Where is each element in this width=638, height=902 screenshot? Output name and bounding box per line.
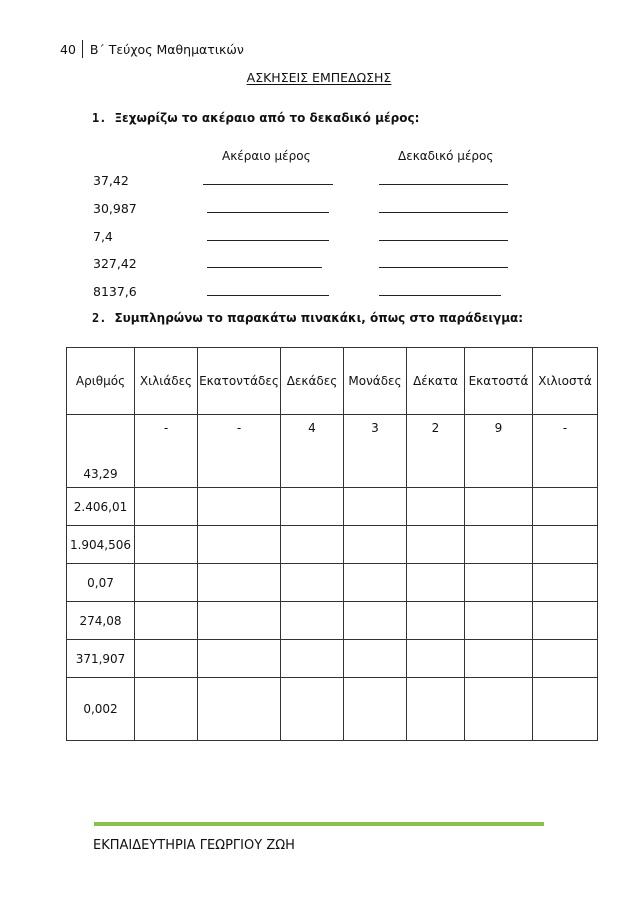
answer-cell[interactable] (198, 488, 281, 526)
answer-cell[interactable] (465, 678, 533, 741)
answer-cell[interactable] (407, 640, 465, 678)
answer-cell[interactable] (533, 526, 598, 564)
answer-cell[interactable] (344, 526, 407, 564)
page-header (60, 40, 244, 58)
example-digit: - (533, 415, 598, 488)
decimal-answer-line[interactable] (379, 267, 508, 268)
answer-cell[interactable] (344, 488, 407, 526)
header-tens: Δεκάδες (281, 348, 344, 415)
page-title: ΑΣΚΗΣΕΙΣ ΕΜΠΕΔΩΣΗΣ (246, 70, 392, 85)
header-thousandths: Χιλιοστά (533, 348, 598, 415)
integer-answer-line[interactable] (207, 212, 329, 213)
answer-cell[interactable] (281, 678, 344, 741)
header-tenths: Δέκατα (407, 348, 465, 415)
header-divider (82, 40, 83, 58)
answer-cell[interactable] (407, 564, 465, 602)
answer-cell[interactable] (135, 602, 198, 640)
exercise1-number: 1. (92, 111, 107, 125)
answer-cell[interactable] (198, 526, 281, 564)
header-thousands: Χιλιάδες (135, 348, 198, 415)
table-row (67, 526, 598, 564)
footer-author: ΕΚΠΑΙΔΕΥΤΗΡΙΑ ΓΕΩΡΓΙΟΥ ΖΩΗ (93, 838, 295, 853)
exercise1-text: Ξεχωρίζω το ακέραιο από το δεκαδικό μέρος: (114, 111, 420, 125)
answer-cell[interactable] (281, 526, 344, 564)
answer-cell[interactable] (135, 488, 198, 526)
answer-cell[interactable] (198, 640, 281, 678)
col-integer-header: Ακέραιο μέρος (222, 149, 311, 163)
exercise1-number-2: 30,987 (93, 201, 137, 216)
answer-cell[interactable] (533, 564, 598, 602)
integer-answer-line[interactable] (207, 267, 322, 268)
exercise2-number: 2. (92, 311, 107, 325)
answer-cell[interactable] (281, 564, 344, 602)
example-row (67, 415, 598, 488)
answer-cell[interactable] (533, 602, 598, 640)
answer-cell[interactable] (533, 640, 598, 678)
exercise1-prompt (92, 111, 419, 125)
integer-answer-line[interactable] (207, 295, 329, 296)
answer-cell[interactable] (407, 602, 465, 640)
answer-cell[interactable] (465, 526, 533, 564)
answer-cell[interactable] (281, 602, 344, 640)
table-header-row (67, 348, 598, 415)
row-number: 0,002 (67, 678, 135, 741)
answer-cell[interactable] (198, 602, 281, 640)
table-row (67, 640, 598, 678)
example-number: 43,29 (67, 415, 135, 488)
answer-cell[interactable] (344, 640, 407, 678)
row-number: 274,08 (67, 602, 135, 640)
example-digit: 9 (465, 415, 533, 488)
table-row (67, 564, 598, 602)
answer-cell[interactable] (344, 602, 407, 640)
example-digit: 3 (344, 415, 407, 488)
integer-answer-line[interactable] (207, 240, 329, 241)
table-row (67, 488, 598, 526)
example-digit: 4 (281, 415, 344, 488)
row-number: 0,07 (67, 564, 135, 602)
decimal-answer-line[interactable] (379, 295, 501, 296)
answer-cell[interactable] (281, 488, 344, 526)
col-decimal-header: Δεκαδικό μέρος (398, 149, 494, 163)
page-number: 40 (60, 41, 76, 57)
row-number: 2.406,01 (67, 488, 135, 526)
answer-cell[interactable] (344, 678, 407, 741)
answer-cell[interactable] (135, 640, 198, 678)
answer-cell[interactable] (407, 678, 465, 741)
answer-cell[interactable] (198, 678, 281, 741)
table-row (67, 602, 598, 640)
answer-cell[interactable] (465, 564, 533, 602)
header-units: Μονάδες (344, 348, 407, 415)
answer-cell[interactable] (465, 602, 533, 640)
header-hundreds: Εκατοντάδες (198, 348, 281, 415)
answer-cell[interactable] (465, 488, 533, 526)
answer-cell[interactable] (533, 678, 598, 741)
exercise1-number-3: 7,4 (93, 229, 113, 244)
place-value-table (66, 347, 598, 741)
answer-cell[interactable] (135, 564, 198, 602)
exercise1-number-4: 327,42 (93, 256, 137, 271)
table-row (67, 678, 598, 741)
decimal-answer-line[interactable] (379, 184, 508, 185)
header-hundredths: Εκατοστά (465, 348, 533, 415)
integer-answer-line[interactable] (203, 184, 333, 185)
row-number: 1.904,506 (67, 526, 135, 564)
exercise2-prompt (92, 311, 523, 325)
example-digit: - (135, 415, 198, 488)
row-number: 371,907 (67, 640, 135, 678)
decimal-answer-line[interactable] (379, 212, 508, 213)
answer-cell[interactable] (281, 640, 344, 678)
answer-cell[interactable] (533, 488, 598, 526)
footer-rule (94, 822, 544, 826)
header-number: Αριθμός (67, 348, 135, 415)
example-digit: - (198, 415, 281, 488)
decimal-answer-line[interactable] (379, 240, 508, 241)
exercise2-text: Συμπληρώνω το παρακάτω πινακάκι, όπως στο παράδειγμα: (114, 311, 524, 325)
answer-cell[interactable] (465, 640, 533, 678)
header-subtitle: Β΄ Τεύχος Μαθηματικών (89, 41, 244, 57)
answer-cell[interactable] (407, 526, 465, 564)
answer-cell[interactable] (407, 488, 465, 526)
answer-cell[interactable] (135, 526, 198, 564)
answer-cell[interactable] (135, 678, 198, 741)
exercise1-number-5: 8137,6 (93, 284, 137, 299)
exercise1-number-1: 37,42 (93, 173, 129, 188)
example-digit: 2 (407, 415, 465, 488)
answer-cell[interactable] (344, 564, 407, 602)
answer-cell[interactable] (198, 564, 281, 602)
